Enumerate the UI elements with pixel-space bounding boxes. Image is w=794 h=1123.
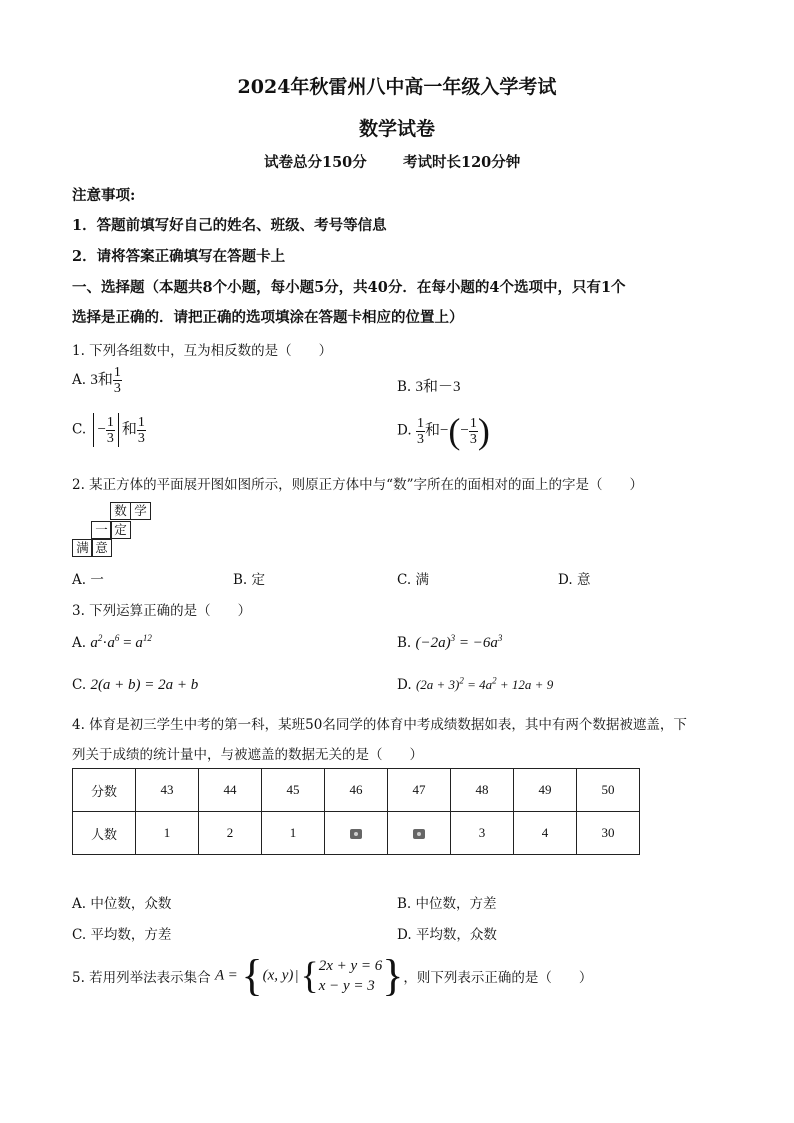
q2-option-b-text: 定 <box>251 572 266 588</box>
q2-option-a[interactable] <box>72 568 104 588</box>
q2-option-b-label: B. <box>233 572 248 588</box>
q5-pair: (x, y) <box>262 967 294 984</box>
table-row <box>73 769 640 812</box>
q5-equation-1: 2x + y = 6 <box>318 958 383 974</box>
q2-option-c-label: C. <box>397 572 412 588</box>
q1-option-c[interactable] <box>72 413 146 447</box>
q4-option-a-label: A. <box>72 896 87 912</box>
exam-title: 2024年秋雷州八中高一年级入学考试 <box>237 76 557 98</box>
q2-option-a-text: 一 <box>90 572 104 588</box>
q2-option-c-text: 满 <box>415 572 429 588</box>
net-cell-shu: 数 <box>110 502 131 520</box>
q3-option-a-expr: $a^2\cdot a^6 = a^{12}$ <box>90 633 152 651</box>
q3-option-b[interactable] <box>397 635 502 652</box>
q1-option-c-and: 和 <box>121 421 137 438</box>
section1-line1: 一、选择题（本题共8个小题，每小题5分，共40分．在每小题的4个选项中，只有1个 <box>72 279 626 296</box>
table-cell-masked <box>325 812 388 855</box>
q4-option-a-text: 中位数，众数 <box>90 896 172 912</box>
q5-stem: 5. 若用列举法表示集合 A = {(x, y) |{ 2x + y = 6 x − y = 3 }，则下列表示正确的是（ ） <box>72 951 593 1000</box>
q1-option-d-and: 和 <box>424 422 440 439</box>
q3-option-c[interactable] <box>72 677 198 694</box>
section1-line2: 选择是正确的．请把正确的选项填涂在答题卡相应的位置上） <box>72 309 464 326</box>
table-cell: 3 <box>451 812 514 855</box>
q1-option-b-text: 3和－3 <box>415 379 461 395</box>
q1-option-c-label: C. <box>72 421 91 438</box>
q2-stem: 2. 某正方体的平面展开图如图所示，则原正方体中与“数”字所在的面相对的面上的字是（ ） <box>72 477 643 493</box>
table-cell: 人数 <box>73 812 136 855</box>
q3-option-b-expr: $(-2a)^3 = -6a^3$ <box>415 633 503 651</box>
exam-subject: 数学试卷 <box>358 118 435 140</box>
notes-heading: 注意事项: <box>72 187 136 204</box>
table-cell: 47 <box>388 769 451 812</box>
table-cell: 44 <box>199 769 262 812</box>
q1-option-d-minus: − <box>439 422 449 439</box>
q5-stem-pre: 5. 若用列举法表示集合 <box>72 970 211 986</box>
q1-option-d[interactable]: D. $\frac{1}{3}$ 和−(− $\frac{1}{3}$ ) <box>397 411 490 451</box>
q1-option-a[interactable] <box>72 365 122 396</box>
q4-option-d-text: 平均数，众数 <box>415 927 497 943</box>
q1-option-b-label: B. <box>397 379 416 395</box>
q4-option-c-text: 平均数，方差 <box>90 927 172 943</box>
masked-data-icon <box>413 829 425 839</box>
q4-option-b-label: B. <box>397 896 412 912</box>
q3-option-d[interactable] <box>397 677 553 693</box>
table-cell: 分数 <box>73 769 136 812</box>
table-cell: 43 <box>136 769 199 812</box>
q1-option-a-fraction: $\frac{1}{3}$ <box>113 365 121 396</box>
table-cell: 45 <box>262 769 325 812</box>
table-cell: 2 <box>199 812 262 855</box>
q1-option-b[interactable] <box>397 375 461 396</box>
q3-option-d-expr: $(2a + 3)^2 = 4a^2 + 12a + 9$ <box>415 675 554 692</box>
q5-stem-post: ，则下列表示正确的是（ ） <box>403 970 593 986</box>
q3-option-c-label: C. <box>72 677 91 693</box>
score-table <box>72 768 640 855</box>
q2-option-c[interactable] <box>397 568 429 588</box>
q1-option-a-label: A. <box>72 372 91 388</box>
table-cell: 1 <box>136 812 199 855</box>
q5-separator: | <box>295 967 299 984</box>
note-item-2: 2．请将答案正确填写在答题卡上 <box>72 248 286 265</box>
table-cell: 49 <box>514 769 577 812</box>
table-cell: 4 <box>514 812 577 855</box>
q5-set-name: A = <box>214 967 242 984</box>
q4-stem-line2: 列关于成绩的统计量中，与被遮盖的数据无关的是（ ） <box>72 747 423 763</box>
q4-option-b-text: 中位数，方差 <box>415 896 497 912</box>
q3-stem: 3. 下列运算正确的是（ ） <box>72 603 252 619</box>
q1-stem: 1. 下列各组数中，互为相反数的是（ ） <box>72 343 333 359</box>
q4-stem-line1: 4. 体育是初三学生中考的第一科，某班50名同学的体育中考成绩数据如表，其中有两个数据被遮盖，下 <box>72 717 687 733</box>
table-cell: 50 <box>577 769 640 812</box>
q2-option-d-text: 意 <box>576 572 591 588</box>
q4-option-d[interactable] <box>397 923 497 943</box>
q3-option-a-label: A. <box>72 635 91 651</box>
q1-option-d-fraction-2: $\frac{1}{3}$ <box>469 415 477 447</box>
net-cell-yi: 一 <box>91 521 112 539</box>
note-item-1: 1．答题前填写好自己的姓名、班级、考号等信息 <box>72 217 387 234</box>
q3-option-d-label: D. <box>397 677 416 693</box>
score-info: 试卷总分150分 <box>264 154 367 171</box>
table-row <box>73 812 640 855</box>
q4-option-b[interactable] <box>397 892 497 912</box>
q4-option-d-label: D. <box>397 927 412 943</box>
q1-option-a-text: 3和 <box>90 372 113 388</box>
q4-option-a[interactable] <box>72 892 171 912</box>
q5-equation-system <box>319 956 383 996</box>
table-cell-masked <box>388 812 451 855</box>
masked-data-icon <box>350 829 362 839</box>
q1-option-c-minus: − <box>97 421 106 438</box>
q4-option-c-label: C. <box>72 927 87 943</box>
q3-option-c-expr: 2(a + b) = 2a + b <box>90 677 199 693</box>
q5-equation-2: x − y = 3 <box>318 978 375 994</box>
q2-option-d[interactable] <box>558 568 590 588</box>
q1-option-d-label: D. <box>397 422 416 439</box>
time-info: 考试时长120分钟 <box>403 154 521 171</box>
q1-option-d-fraction-1: $\frac{1}{3}$ <box>416 415 424 447</box>
q2-option-a-label: A. <box>72 572 87 588</box>
net-cell-yiyi: 意 <box>91 539 112 557</box>
q4-option-c[interactable] <box>72 923 171 943</box>
net-cell-xue: 学 <box>130 502 151 520</box>
q2-option-d-label: D. <box>558 572 573 588</box>
table-cell: 1 <box>262 812 325 855</box>
table-cell: 30 <box>577 812 640 855</box>
net-cell-man: 满 <box>72 539 93 557</box>
q1-option-c-fraction-1: $\frac{1}{3}$ <box>106 414 114 446</box>
net-cell-ding: 定 <box>110 521 131 539</box>
q1-option-d-minus-inner: − <box>460 422 469 439</box>
table-cell: 48 <box>451 769 514 812</box>
q1-option-c-fraction-2: $\frac{1}{3}$ <box>137 414 145 446</box>
table-cell: 46 <box>325 769 388 812</box>
q2-option-b[interactable] <box>233 568 265 588</box>
q3-option-a[interactable] <box>72 635 152 652</box>
q3-option-b-label: B. <box>397 635 416 651</box>
